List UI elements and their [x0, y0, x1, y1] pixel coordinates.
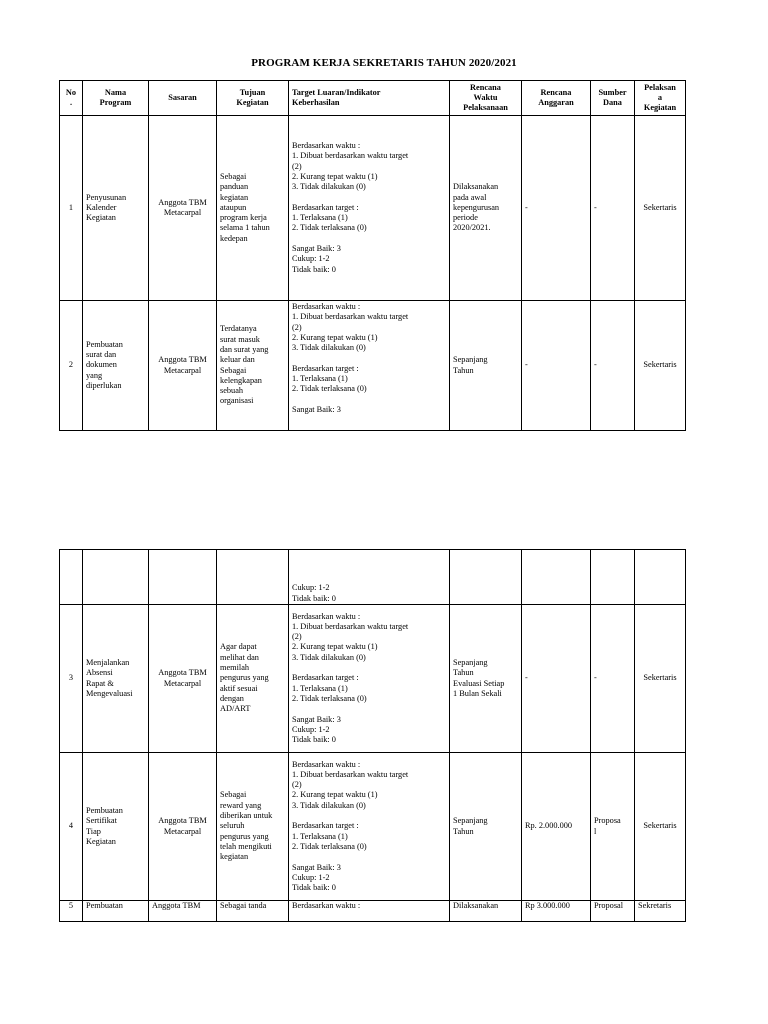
table-row — [60, 301, 686, 431]
row-target: Berdasarkan waktu : 1. Dibuat berdasarkan waktu target (2) 2. Kurang tepat waktu (1) 3. Tidak dilakukan (0) Berdasarkan target : 1. Terlaksana (1) 2. Tidak terlaksana (0) Sangat Baik: 3 Cukup: 1-2 Tidak baik: 0 — [289, 753, 450, 901]
row-nama: Pembuatan Sertifikat Tiap Kegiatan — [83, 753, 149, 901]
table-row — [60, 116, 686, 301]
header-target: Target Luaran/Indikator Keberhasilan — [289, 81, 450, 116]
header-nama-program: Nama Program — [83, 81, 149, 116]
row-waktu: Sepanjang Tahun — [450, 301, 522, 431]
row-target: Berdasarkan waktu : 1. Dibuat berdasarkan waktu target (2) 2. Kurang tepat waktu (1) 3. Tidak dilakukan (0) Berdasarkan target : 1. Terlaksana (1) 2. Tidak terlaksana (0) Sangat Baik: 3 — [289, 301, 450, 431]
row-waktu: Sepanjang Tahun Evaluasi Setiap 1 Bulan Sekali — [450, 605, 522, 753]
row-nama: Menjalankan Absensi Rapat & Mengevaluasi — [83, 605, 149, 753]
row-sasaran: Anggota TBM — [149, 901, 217, 922]
row-tujuan: Terdatanya surat masuk dan surat yang keluar dan Sebagai kelengkapan sebuah organisasi — [217, 301, 289, 431]
row-nama: Pembuatan — [83, 901, 149, 922]
header-sasaran: Sasaran — [149, 81, 217, 116]
row-sasaran: Anggota TBM Metacarpal — [149, 116, 217, 301]
work-program-table — [59, 80, 686, 431]
row-no: 2 — [60, 301, 83, 431]
row-no: 5 — [60, 901, 83, 922]
header-pelaksana: Pelaksan a Kegiatan — [635, 81, 686, 116]
row-target-continuation: Cukup: 1-2 Tidak baik: 0 — [289, 550, 450, 605]
row-anggaran: - — [522, 116, 591, 301]
row-anggaran: - — [522, 605, 591, 753]
row-sumber: - — [591, 301, 635, 431]
row-target: Berdasarkan waktu : — [289, 901, 450, 922]
work-program-table-continued — [59, 549, 686, 922]
row-target: Berdasarkan waktu : 1. Dibuat berdasarkan waktu target (2) 2. Kurang tepat waktu (1) 3. Tidak dilakukan (0) Berdasarkan target : 1. Terlaksana (1) 2. Tidak terlaksana (0) Sangat Baik: 3 Cukup: 1-2 Tidak baik: 0 — [289, 605, 450, 753]
header-tujuan: Tujuan Kegiatan — [217, 81, 289, 116]
row-sasaran: Anggota TBM Metacarpal — [149, 301, 217, 431]
row-tujuan: Sebagai reward yang diberikan untuk seluruh pengurus yang telah mengikuti kegiatan — [217, 753, 289, 901]
row-nama: Penyusunan Kalender Kegiatan — [83, 116, 149, 301]
row-pelaksana: Sekertaris — [635, 116, 686, 301]
row-no: 1 — [60, 116, 83, 301]
header-anggaran: Rencana Anggaran — [522, 81, 591, 116]
row-sumber: - — [591, 116, 635, 301]
row-sasaran: Anggota TBM Metacarpal — [149, 753, 217, 901]
row-sasaran: Anggota TBM Metacarpal — [149, 605, 217, 753]
row-pelaksana: Sekertaris — [635, 301, 686, 431]
table-row — [60, 753, 686, 901]
row-sumber: Proposal — [591, 901, 635, 922]
header-waktu: Rencana Waktu Pelaksanaan — [450, 81, 522, 116]
row-sumber: - — [591, 605, 635, 753]
row-anggaran: Rp. 2.000.000 — [522, 753, 591, 901]
table-row — [60, 605, 686, 753]
table-row — [60, 550, 686, 605]
row-anggaran: Rp 3.000.000 — [522, 901, 591, 922]
row-pelaksana: Sekertaris — [635, 753, 686, 901]
row-waktu: Dilaksanakan — [450, 901, 522, 922]
table-header-row — [60, 81, 686, 116]
document-title: PROGRAM KERJA SEKRETARIS TAHUN 2020/2021 — [251, 57, 517, 69]
header-no: No . — [60, 81, 83, 116]
row-waktu: Sepanjang Tahun — [450, 753, 522, 901]
row-waktu: Dilaksanakan pada awal kepengurusan periode 2020/2021. — [450, 116, 522, 301]
row-nama: Pembuatan surat dan dokumen yang diperlukan — [83, 301, 149, 431]
row-target: Berdasarkan waktu : 1. Dibuat berdasarkan waktu target (2) 2. Kurang tepat waktu (1) 3. Tidak dilakukan (0) Berdasarkan target : 1. Terlaksana (1) 2. Tidak terlaksana (0) Sangat Baik: 3 Cukup: 1-2 Tidak baik: 0 — [289, 116, 450, 301]
row-no: 3 — [60, 605, 83, 753]
header-sumber: Sumber Dana — [591, 81, 635, 116]
row-anggaran: - — [522, 301, 591, 431]
row-tujuan: Sebagai tanda — [217, 901, 289, 922]
row-pelaksana: Sekretaris — [635, 901, 686, 922]
table-row — [60, 901, 686, 922]
row-tujuan: Sebagai panduan kegiatan ataupun program kerja selama 1 tahun kedepan — [217, 116, 289, 301]
row-tujuan: Agar dapat melihat dan memilah pengurus yang aktif sesuai dengan AD/ART — [217, 605, 289, 753]
row-sumber: Proposa l — [591, 753, 635, 901]
row-no: 4 — [60, 753, 83, 901]
row-pelaksana: Sekertaris — [635, 605, 686, 753]
